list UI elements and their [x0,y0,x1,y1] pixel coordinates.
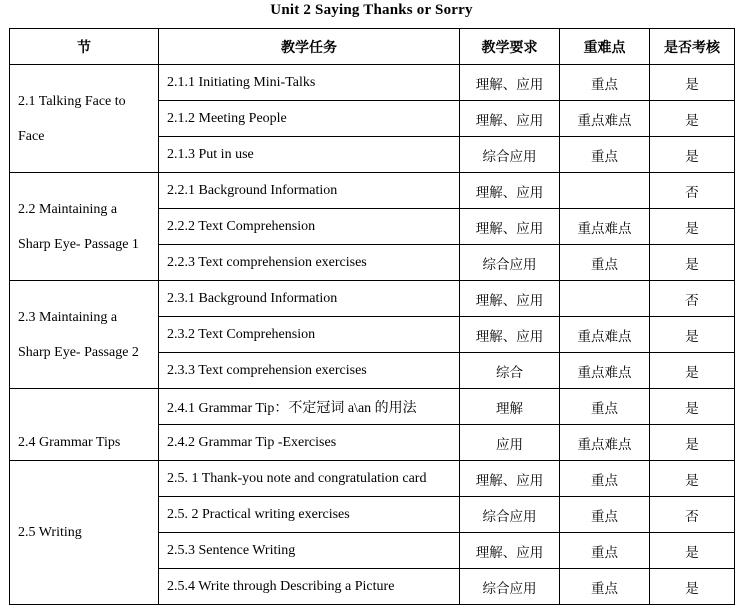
requirement-cell: 综合 [460,353,560,389]
key-point-cell: 重点 [560,497,650,533]
document-title: Unit 2 Saying Thanks or Sorry [270,2,473,18]
requirement-cell: 理解、应用 [460,281,560,317]
key-point-cell: 重点 [560,389,650,425]
key-point-cell: 重点难点 [560,209,650,245]
section-name-line: Sharp Eye- Passage 1 [18,236,139,252]
assessed-cell: 是 [650,425,735,461]
requirement-cell: 综合应用 [460,497,560,533]
key-point-cell: 重点难点 [560,101,650,137]
requirement-cell: 应用 [460,425,560,461]
key-point-cell [560,173,650,209]
task-cell: 2.1.1 Initiating Mini-Talks [159,65,460,101]
task-cell: 2.1.2 Meeting People [159,101,460,137]
requirement-cell: 综合应用 [460,569,560,605]
requirement-cell: 理解、应用 [460,317,560,353]
header-assessed: 是否考核 [650,29,735,65]
requirement-cell: 综合应用 [460,245,560,281]
task-cell: 2.3.2 Text Comprehension [159,317,460,353]
task-cell: 2.3.1 Background Information [159,281,460,317]
key-point-cell: 重点难点 [560,317,650,353]
requirement-cell: 理解、应用 [460,101,560,137]
header-task: 教学任务 [159,29,460,65]
syllabus-table [9,28,735,605]
requirement-cell: 综合应用 [460,137,560,173]
table-body [10,65,735,605]
section-name-line: Sharp Eye- Passage 2 [18,344,139,360]
key-point-cell: 重点 [560,461,650,497]
assessed-cell: 是 [650,245,735,281]
section-name-line: 2.1 Talking Face to [18,93,126,109]
key-point-cell: 重点 [560,65,650,101]
assessed-cell: 否 [650,497,735,533]
assessed-cell: 是 [650,353,735,389]
requirement-cell: 理解、应用 [460,65,560,101]
task-cell: 2.5. 2 Practical writing exercises [159,497,460,533]
assessed-cell: 是 [650,101,735,137]
header-key-points: 重难点 [560,29,650,65]
assessed-cell: 否 [650,281,735,317]
requirement-cell: 理解、应用 [460,209,560,245]
section-name-cell [10,389,159,461]
task-cell: 2.4.2 Grammar Tip -Exercises [159,425,460,461]
task-cell: 2.3.3 Text comprehension exercises [159,353,460,389]
key-point-cell: 重点 [560,245,650,281]
table-row [10,461,735,497]
section-name-line: 2.4 Grammar Tips [18,434,121,450]
assessed-cell: 否 [650,173,735,209]
section-name-line: 2.2 Maintaining a [18,201,118,217]
section-name-line: 2.5 Writing [18,525,82,540]
section-name-cell [10,281,159,389]
assessed-cell: 是 [650,209,735,245]
task-cell: 2.2.1 Background Information [159,173,460,209]
task-cell: 2.5.4 Write through Describing a Picture [159,569,460,605]
table-row [10,281,735,317]
section-name-cell [10,173,159,281]
section-name-cell [10,461,159,605]
assessed-cell: 是 [650,569,735,605]
assessed-cell: 是 [650,461,735,497]
header-requirement: 教学要求 [460,29,560,65]
assessed-cell: 是 [650,389,735,425]
assessed-cell: 是 [650,137,735,173]
task-cell: 2.2.2 Text Comprehension [159,209,460,245]
requirement-cell: 理解、应用 [460,461,560,497]
requirement-cell: 理解、应用 [460,173,560,209]
key-point-cell: 重点难点 [560,353,650,389]
table-row [10,389,735,425]
assessed-cell: 是 [650,65,735,101]
table-row [10,173,735,209]
table-row [10,65,735,101]
key-point-cell [560,281,650,317]
task-cell: 2.1.3 Put in use [159,137,460,173]
assessed-cell: 是 [650,317,735,353]
task-cell: 2.5. 1 Thank-you note and congratulation card [159,461,460,497]
assessed-cell: 是 [650,533,735,569]
requirement-cell: 理解、应用 [460,533,560,569]
section-name-line: Face [18,128,45,144]
key-point-cell: 重点 [560,569,650,605]
section-name-line [18,390,150,425]
section-name-line: 2.3 Maintaining a [18,309,118,325]
task-cell: 2.5.3 Sentence Writing [159,533,460,569]
task-cell: 2.4.1 Grammar Tip：不定冠词 a\an 的用法 [159,389,460,425]
key-point-cell: 重点 [560,137,650,173]
task-cell: 2.2.3 Text comprehension exercises [159,245,460,281]
header-section: 节 [10,29,159,65]
key-point-cell: 重点 [560,533,650,569]
section-name-cell [10,65,159,173]
table-header-row [10,29,735,65]
requirement-cell: 理解 [460,389,560,425]
key-point-cell: 重点难点 [560,425,650,461]
